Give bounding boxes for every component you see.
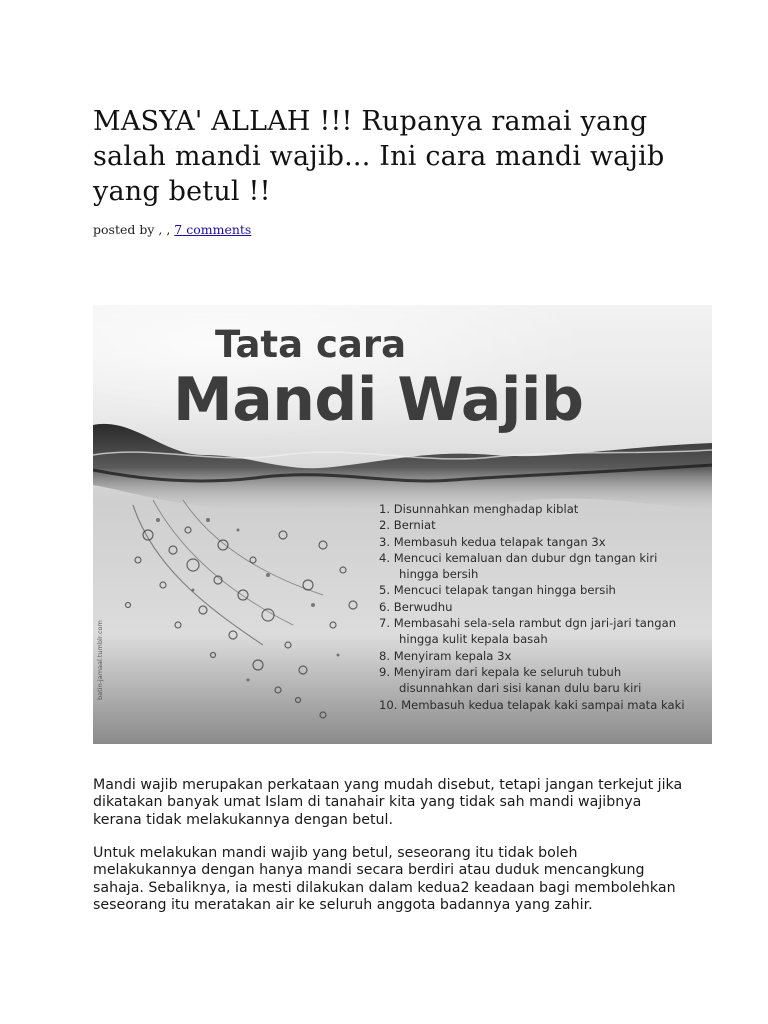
step-item bbox=[379, 648, 685, 664]
step-text: 2. Berniat bbox=[379, 518, 436, 533]
image-credit: batin-jamaal.tumblr.com bbox=[96, 620, 104, 700]
step-text: 8. Menyiram kepala 3x bbox=[379, 648, 512, 663]
step-item bbox=[379, 615, 685, 648]
step-item bbox=[379, 664, 685, 697]
body-paragraph-1: Mandi wajib merupakan perkataan yang mudah disebut, tetapi jangan terkejut jika dikatakan banyak umat Islam di tanahair kita yang tidak sah mandi wajibnya kerana tidak melakukannya dengan betul. bbox=[93, 777, 683, 828]
infographic-heading-line2: Mandi Wajib bbox=[173, 365, 584, 435]
post-title: MASYA' ALLAH !!! Rupanya ramai yang salah mandi wajib... Ini cara mandi wajib yang betul !! bbox=[93, 106, 665, 207]
posted-by-text: posted by , , bbox=[93, 222, 175, 237]
step-text: 9. Menyiram dari kepala ke seluruh tubuh bbox=[379, 664, 622, 679]
step-text: 3. Membasuh kedua telapak tangan 3x bbox=[379, 534, 606, 549]
step-continuation: hingga kulit kepala basah bbox=[399, 632, 548, 647]
step-item bbox=[379, 582, 685, 598]
steps-list bbox=[379, 501, 685, 713]
infographic-heading-line1: Tata cara bbox=[215, 323, 407, 366]
step-text: 7. Membasahi sela-sela rambut dgn jari-jari tangan bbox=[379, 616, 677, 631]
step-continuation: hingga bersih bbox=[399, 567, 479, 582]
step-item bbox=[379, 697, 685, 713]
step-text: 1. Disunnahkan menghadap kiblat bbox=[379, 502, 579, 516]
step-text: 4. Mencuci kemaluan dan dubur dgn tangan kiri bbox=[379, 550, 658, 565]
post-meta bbox=[93, 222, 251, 237]
step-item bbox=[379, 501, 685, 517]
step-continuation: disunnahkan dari sisi kanan dulu baru kiri bbox=[399, 681, 642, 696]
step-item bbox=[379, 550, 685, 583]
body-paragraph-2: Untuk melakukan mandi wajib yang betul, seseorang itu tidak boleh melakukannya dengan hanya mandi secara berdiri atau duduk mencangkung sahaja. Sebaliknya, ia mesti dilakukan dalam kedua2 keadaan bagi membolehkan seseorang itu meratakan air ke seluruh anggota badannya yang zahir. bbox=[93, 845, 676, 914]
step-item bbox=[379, 517, 685, 533]
step-text: 6. Berwudhu bbox=[379, 599, 453, 614]
step-item bbox=[379, 599, 685, 615]
comments-link[interactable]: 7 comments bbox=[174, 222, 252, 237]
step-text: 5. Mencuci telapak tangan hingga bersih bbox=[379, 583, 616, 598]
step-text: 10. Membasuh kedua telapak kaki sampai mata kaki bbox=[379, 697, 685, 712]
step-item bbox=[379, 534, 685, 550]
infographic-image bbox=[93, 305, 712, 744]
